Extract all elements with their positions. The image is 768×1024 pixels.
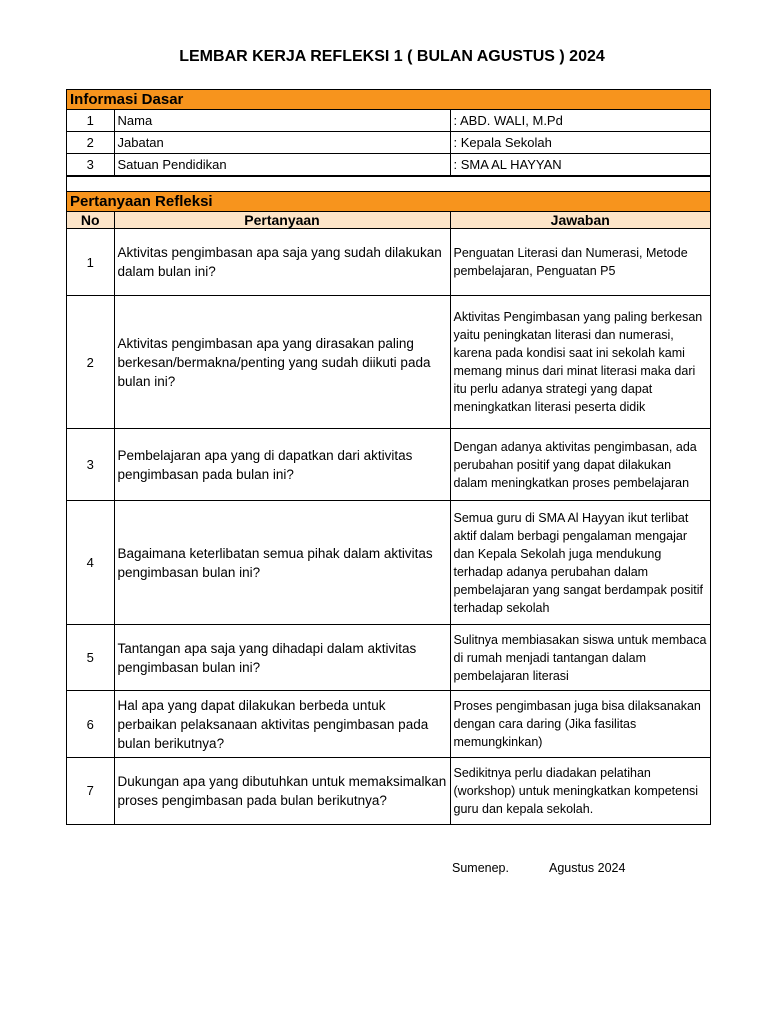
row-answer: Dengan adanya aktivitas pengimbasan, ada perubahan positif yang dapat dilakukan dalam meningkatkan proses pembelajaran — [450, 429, 710, 501]
info-table — [67, 110, 710, 175]
info-label: Satuan Pendidikan — [114, 154, 450, 176]
row-answer: Penguatan Literasi dan Numerasi, Metode pembelajaran, Penguatan P5 — [450, 229, 710, 296]
row-answer: Aktivitas Pengimbasan yang paling berkesan yaitu peningkatan literasi dan numerasi, karena pada kondisi saat ini sekolah kami memang minus dari minat literasi maka dari itu perlu adanya strategi yang dapat meningkatkan literasi peserta didik — [450, 296, 710, 429]
info-value: : ABD. WALI, M.Pd — [450, 110, 710, 132]
row-no: 2 — [67, 296, 114, 429]
table-header-row — [67, 212, 710, 229]
questions-section — [66, 176, 711, 825]
questions-heading: Pertanyaan Refleksi — [67, 192, 710, 212]
info-no: 3 — [67, 154, 114, 176]
info-heading: Informasi Dasar — [67, 90, 710, 110]
info-no: 2 — [67, 132, 114, 154]
row-question: Aktivitas pengimbasan apa saja yang sudah dilakukan dalam bulan ini? — [114, 229, 450, 296]
document-title: LEMBAR KERJA REFLEKSI 1 ( BULAN AGUSTUS ) 2024 — [179, 48, 605, 65]
blank-row — [67, 177, 710, 192]
info-label: Nama — [114, 110, 450, 132]
info-row — [67, 132, 710, 154]
info-row — [67, 110, 710, 132]
row-question: Hal apa yang dapat dilakukan berbeda untuk perbaikan pelaksanaan aktivitas pengimbasan pada bulan berikutnya? — [114, 691, 450, 758]
table-row — [67, 501, 710, 625]
footer-place: Sumenep. — [452, 861, 509, 875]
table-row — [67, 429, 710, 501]
info-label: Jabatan — [114, 132, 450, 154]
info-value: : Kepala Sekolah — [450, 132, 710, 154]
row-answer: Proses pengimbasan juga bisa dilaksanakan dengan cara daring (Jika fasilitas memungkinkan) — [450, 691, 710, 758]
info-no: 1 — [67, 110, 114, 132]
row-no: 5 — [67, 625, 114, 691]
table-row — [67, 229, 710, 296]
row-answer: Sulitnya membiasakan siswa untuk membaca di rumah menjadi tantangan dalam pembelajaran literasi — [450, 625, 710, 691]
row-question: Pembelajaran apa yang di dapatkan dari aktivitas pengimbasan pada bulan ini? — [114, 429, 450, 501]
row-question: Tantangan apa saja yang dihadapi dalam aktivitas pengimbasan bulan ini? — [114, 625, 450, 691]
row-no: 6 — [67, 691, 114, 758]
info-value: : SMA AL HAYYAN — [450, 154, 710, 176]
table-row — [67, 625, 710, 691]
row-question: Aktivitas pengimbasan apa yang dirasakan paling berkesan/bermakna/penting yang sudah diikuti pada bulan ini? — [114, 296, 450, 429]
table-row — [67, 691, 710, 758]
table-row — [67, 296, 710, 429]
row-answer: Sedikitnya perlu diadakan pelatihan (workshop) untuk meningkatkan kompetensi guru dan kepala sekolah. — [450, 758, 710, 824]
footer-date: Agustus 2024 — [549, 861, 626, 875]
row-no: 4 — [67, 501, 114, 625]
row-no: 1 — [67, 229, 114, 296]
col-header-no: No — [67, 212, 114, 229]
table-row — [67, 758, 710, 824]
row-answer: Semua guru di SMA Al Hayyan ikut terlibat aktif dalam berbagi pengalaman mengajar dan Kepala Sekolah juga mendukung terhadap adanya perubahan dalam pembelajaran yang sangat berdampak positif terhadap sekolah — [450, 501, 710, 625]
row-question: Bagaimana keterlibatan semua pihak dalam aktivitas pengimbasan bulan ini? — [114, 501, 450, 625]
row-no: 3 — [67, 429, 114, 501]
info-row — [67, 154, 710, 176]
row-question: Dukungan apa yang dibutuhkan untuk memaksimalkan proses pengimbasan pada bulan berikutnya? — [114, 758, 450, 824]
col-header-answer: Jawaban — [450, 212, 710, 229]
col-header-question: Pertanyaan — [114, 212, 450, 229]
info-section — [66, 89, 711, 176]
questions-table — [67, 212, 710, 824]
row-no: 7 — [67, 758, 114, 824]
